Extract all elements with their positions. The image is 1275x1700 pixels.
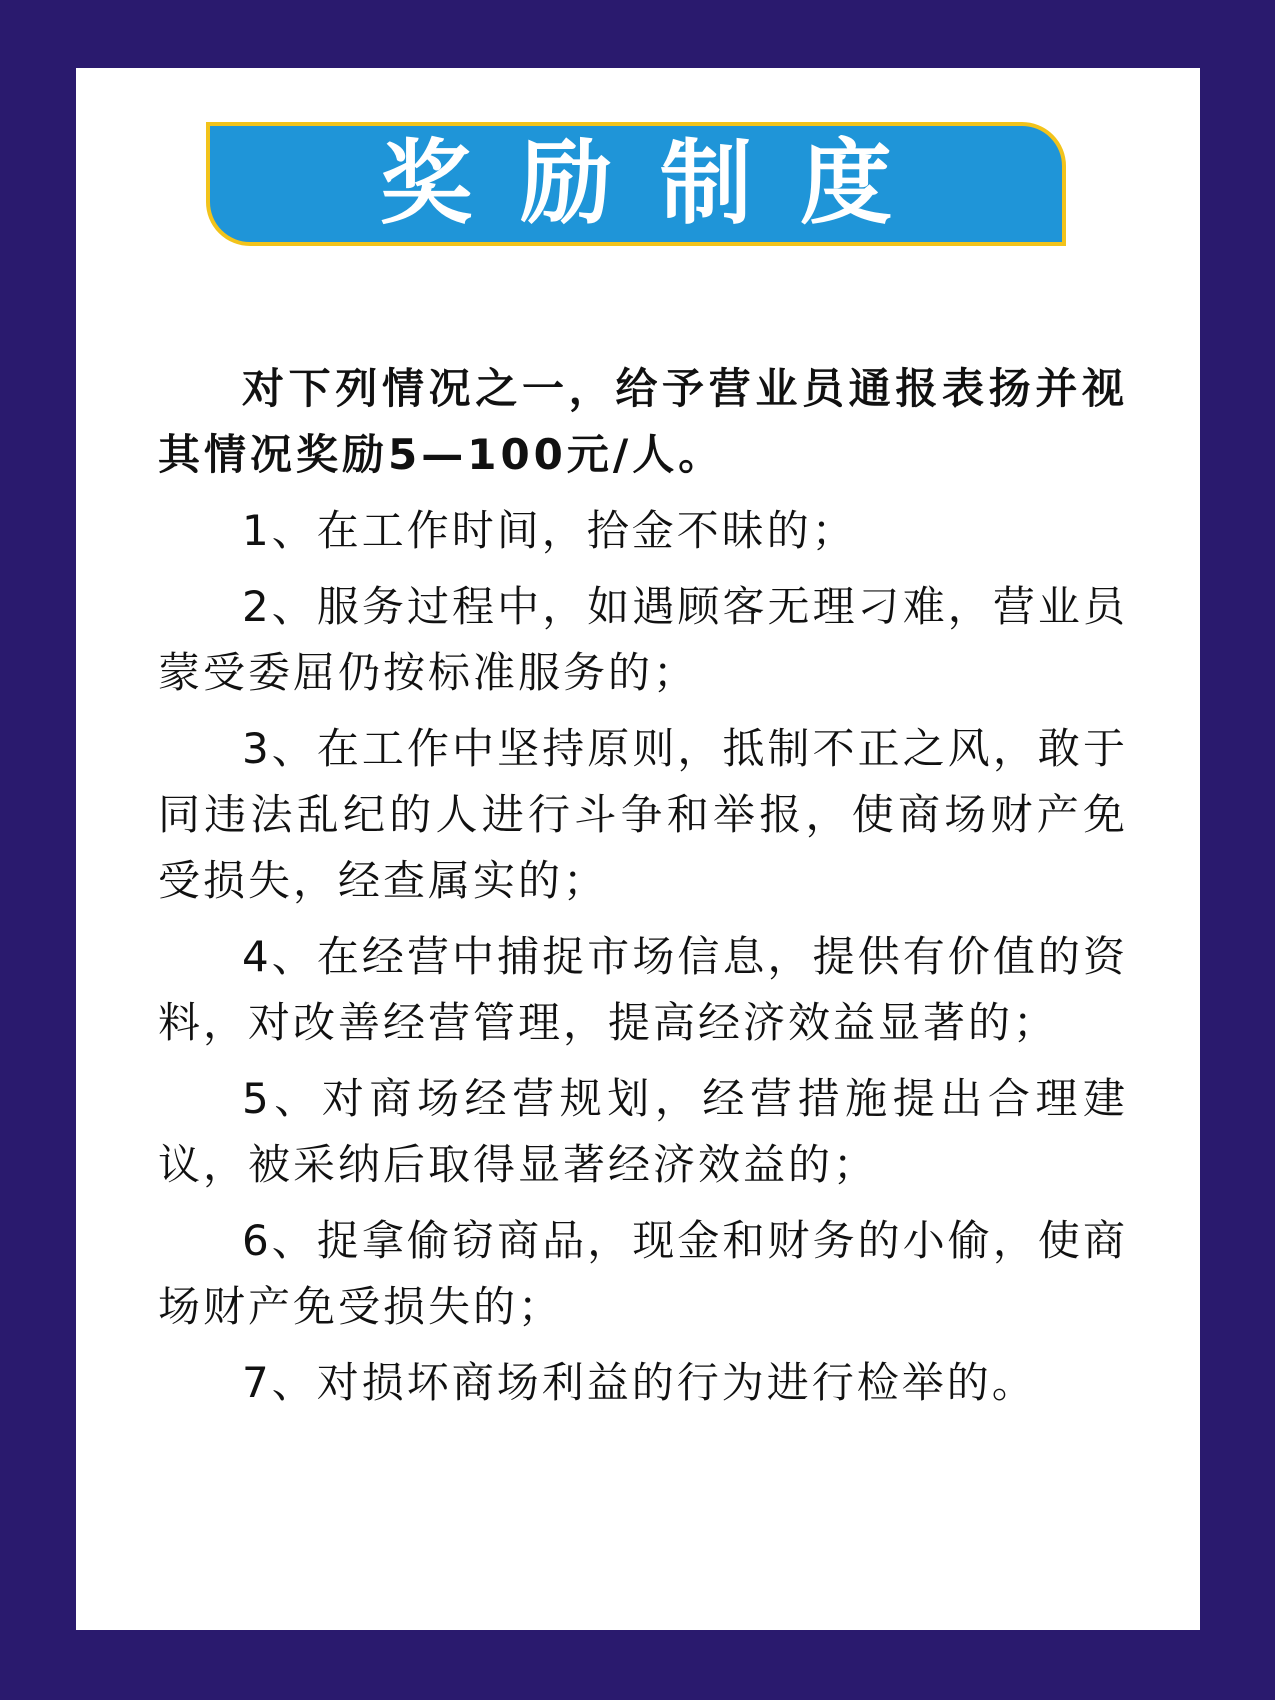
- page-title: 奖励制度: [379, 130, 940, 237]
- intro-paragraph: 对下列情况之一，给予营业员通报表扬并视其情况奖励5—100元/人。: [158, 364, 1128, 479]
- rule-item-3: 3、在工作中坚持原则，抵制不正之风，敢于同违法乱纪的人进行斗争和举报，使商场财产免受损失，经查属实的；: [158, 724, 1128, 905]
- rule-item-6: 6、捉拿偷窃商品，现金和财务的小偷，使商场财产免受损失的；: [158, 1216, 1128, 1331]
- rule-item-5: 5、对商场经营规划，经营措施提出合理建议，被采纳后取得显著经济效益的；: [158, 1074, 1128, 1189]
- rules-content: [158, 356, 1128, 1426]
- rule-item-7: 7、对损坏商场利益的行为进行检举的。: [242, 1358, 1037, 1407]
- rule-item-4: 4、在经营中捕捉市场信息，提供有价值的资料，对改善经营管理，提高经济效益显著的；: [158, 932, 1128, 1047]
- rule-item-2: 2、服务过程中，如遇顾客无理刁难，营业员蒙受委屈仍按标准服务的；: [158, 582, 1128, 697]
- poster-board: [76, 68, 1200, 1630]
- title-banner: [206, 122, 1066, 246]
- rule-item-1: 1、在工作时间，拾金不昧的；: [242, 506, 857, 555]
